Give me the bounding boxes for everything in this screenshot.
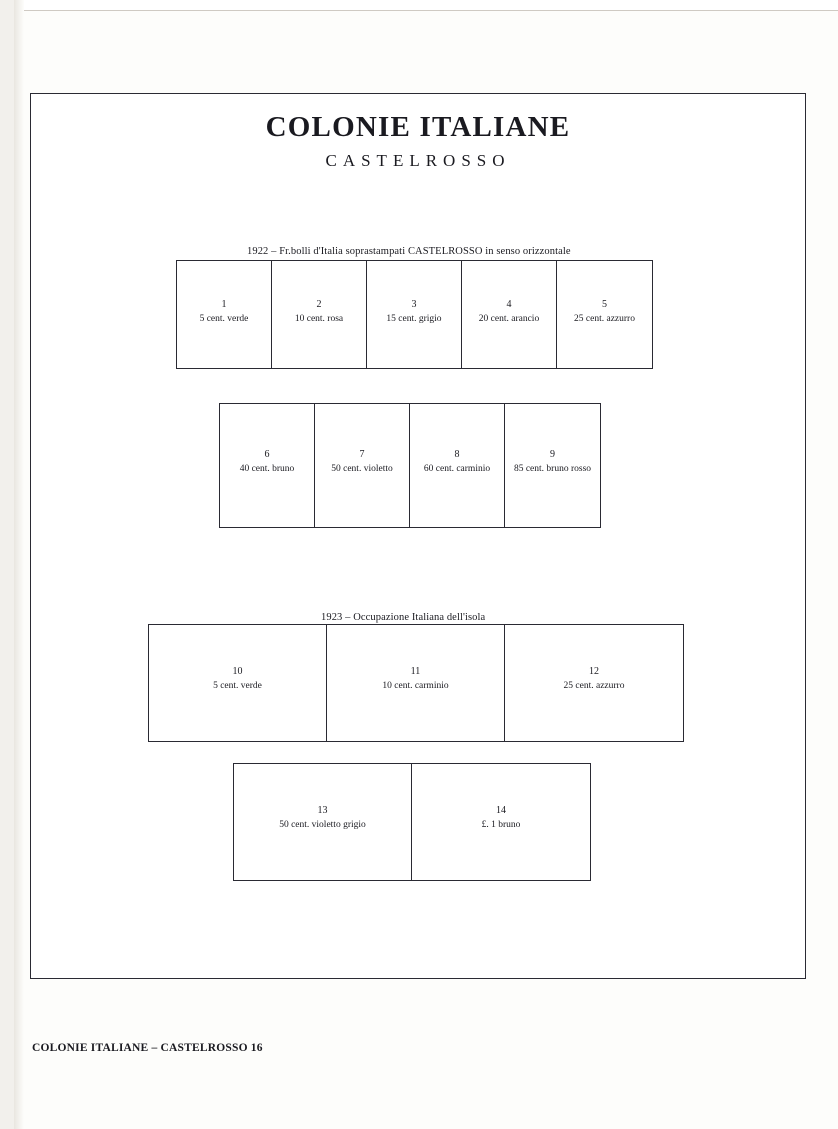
stamp-number: 10 bbox=[232, 666, 243, 677]
stamp-slot[interactable] bbox=[176, 260, 272, 369]
stamp-slot[interactable] bbox=[504, 403, 601, 528]
stamp-number: 8 bbox=[454, 449, 460, 460]
binding-strip bbox=[0, 0, 15, 1129]
stamp-description: 5 cent. verde bbox=[199, 313, 249, 324]
stamp-description: 20 cent. arancio bbox=[478, 313, 540, 324]
section-caption-1922: 1922 – Fr.bolli d'Italia soprastampati CASTELROSSO in senso orizzontale bbox=[247, 246, 571, 257]
stamp-label bbox=[412, 805, 590, 831]
stamp-description: 60 cent. carminio bbox=[423, 463, 491, 474]
stamp-row bbox=[219, 403, 604, 528]
page-footer: COLONIE ITALIANE – CASTELROSSO 16 bbox=[32, 1042, 263, 1054]
stamp-slot[interactable] bbox=[411, 763, 591, 881]
stamp-number: 12 bbox=[589, 666, 599, 677]
stamp-description: 25 cent. azzurro bbox=[574, 313, 635, 324]
stamp-number: 9 bbox=[550, 449, 555, 460]
stamp-number: 13 bbox=[317, 805, 328, 816]
stamp-label bbox=[220, 449, 314, 475]
stamp-description: 85 cent. bruno rosso bbox=[513, 463, 592, 474]
stamp-row bbox=[176, 260, 657, 369]
stamp-number: 11 bbox=[410, 666, 421, 677]
stamp-label bbox=[505, 449, 600, 475]
page-title: COLONIE ITALIANE bbox=[265, 111, 571, 143]
stamp-label bbox=[149, 666, 326, 692]
stamp-label bbox=[410, 449, 504, 475]
stamp-label bbox=[462, 299, 556, 325]
stamp-description: £. 1 bruno bbox=[481, 819, 521, 830]
stamp-slot[interactable] bbox=[461, 260, 557, 369]
stamp-number: 6 bbox=[264, 449, 270, 460]
section-caption-1923: 1923 – Occupazione Italiana dell'isola bbox=[321, 612, 486, 623]
album-page-frame bbox=[30, 93, 806, 979]
binding-shadow bbox=[14, 0, 24, 1129]
stamp-slot[interactable] bbox=[233, 763, 412, 881]
stamp-label bbox=[177, 299, 271, 325]
stamp-number: 3 bbox=[411, 299, 417, 310]
stamp-description: 10 cent. carminio bbox=[382, 680, 449, 691]
stamp-label bbox=[367, 299, 461, 325]
stamp-slot[interactable] bbox=[148, 624, 327, 742]
stamp-label bbox=[234, 805, 411, 831]
page-top-edge bbox=[0, 0, 838, 11]
stamp-description: 5 cent. verde bbox=[213, 680, 262, 691]
stamp-number: 5 bbox=[602, 299, 607, 310]
stamp-description: 50 cent. violetto bbox=[331, 463, 393, 474]
stamp-number: 14 bbox=[496, 805, 506, 816]
stamp-number: 2 bbox=[316, 299, 322, 310]
stamp-number: 1 bbox=[221, 299, 227, 310]
stamp-row bbox=[233, 763, 592, 881]
stamp-slot[interactable] bbox=[314, 403, 410, 528]
stamp-label bbox=[315, 449, 409, 475]
stamp-number: 7 bbox=[359, 449, 365, 460]
stamp-description: 15 cent. grigio bbox=[386, 313, 442, 324]
stamp-slot[interactable] bbox=[326, 624, 505, 742]
stamp-slot[interactable] bbox=[556, 260, 653, 369]
stamp-slot[interactable] bbox=[366, 260, 462, 369]
stamp-label bbox=[505, 666, 683, 692]
stamp-slot[interactable] bbox=[504, 624, 684, 742]
stamp-description: 50 cent. violetto grigio bbox=[279, 819, 366, 830]
stamp-description: 40 cent. bruno bbox=[239, 463, 295, 474]
stamp-number: 4 bbox=[506, 299, 512, 310]
stamp-label bbox=[272, 299, 366, 325]
stamp-description: 10 cent. rosa bbox=[294, 313, 344, 324]
stamp-label bbox=[327, 666, 504, 692]
stamp-slot[interactable] bbox=[271, 260, 367, 369]
stamp-row bbox=[148, 624, 685, 742]
stamp-label bbox=[557, 299, 652, 325]
stamp-description: 25 cent. azzurro bbox=[563, 680, 625, 691]
stamp-slot[interactable] bbox=[409, 403, 505, 528]
page-subtitle: CASTELROSSO bbox=[325, 151, 511, 170]
stamp-slot[interactable] bbox=[219, 403, 315, 528]
